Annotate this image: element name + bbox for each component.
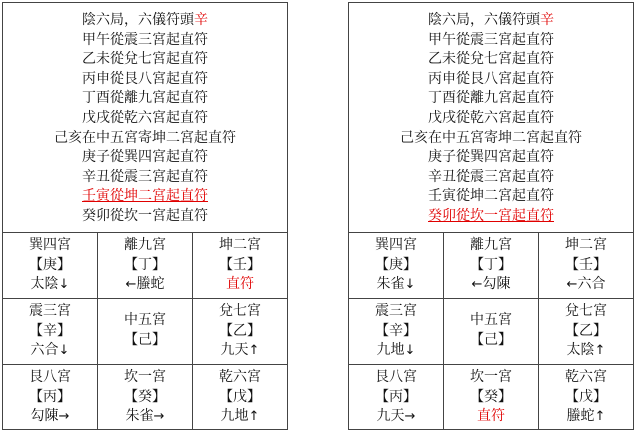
verse-line <box>3 11 287 31</box>
verse-text: 乙未從兌七宮起直符 <box>428 51 554 68</box>
deity-name: 螣蛇 <box>566 408 595 424</box>
direction-arrow-icon: ↓ <box>58 343 70 358</box>
verse-line <box>349 168 633 188</box>
verse-line <box>349 11 633 31</box>
palace-deity-row <box>193 275 287 295</box>
palace-stem: 【丁】 <box>124 256 166 273</box>
palace-stem: 【己】 <box>470 331 512 348</box>
direction-arrow-icon: ↑ <box>248 409 260 424</box>
verse-text: 陰六局，六儀符頭 <box>82 12 194 28</box>
palace-cell <box>3 299 98 365</box>
palace-deity-row <box>444 407 538 427</box>
palace-stem: 【乙】 <box>219 322 261 339</box>
verse-text: 庚子從巽四宮起直符 <box>82 149 208 166</box>
direction-arrow-icon: ↑ <box>248 343 260 358</box>
palace-cell <box>539 299 633 365</box>
palace-stem: 【丙】 <box>29 388 71 405</box>
verse-highlight: 癸卯從坎一宮起直符 <box>428 207 554 224</box>
palace-name: 震三宮 <box>375 303 417 319</box>
deity-name: 太陰 <box>566 342 595 358</box>
palace-cell <box>193 233 287 299</box>
verse-line <box>3 31 287 51</box>
qimen-chart-1 <box>2 2 288 430</box>
deity-name: 朱雀 <box>125 408 154 424</box>
verse-text: 辛丑從震三宮起直符 <box>82 168 208 185</box>
palace-stem: 【丙】 <box>375 388 417 405</box>
verse-line <box>3 187 287 207</box>
palace-deity-row <box>444 275 538 295</box>
palace-stem: 【庚】 <box>29 256 71 273</box>
verse-text: 己亥在中五宮寄坤二宮起直符 <box>400 129 582 146</box>
palace-cell <box>349 365 444 429</box>
palace-deity-row <box>3 407 97 427</box>
palace-cell <box>3 233 98 299</box>
palace-name: 坤二宮 <box>219 237 261 253</box>
palace-stem: 【丁】 <box>470 256 512 273</box>
palace-cell <box>193 299 287 365</box>
palace-name: 巽四宮 <box>29 237 71 253</box>
palace-deity-row <box>539 407 633 427</box>
verse-highlight: 壬寅從坤二宮起直符 <box>82 188 208 205</box>
palace-stem: 【乙】 <box>565 322 607 339</box>
direction-arrow-icon: ↓ <box>58 277 70 292</box>
palace-deity-row <box>349 275 443 295</box>
palace-cell <box>98 233 193 299</box>
palace-stem: 【己】 <box>124 331 166 348</box>
direction-arrow-icon: → <box>404 409 416 424</box>
palace-cell <box>98 299 193 365</box>
palace-name: 乾六宮 <box>565 369 607 385</box>
verse-text: 癸卯從坎一宮起直符 <box>82 207 208 224</box>
verse-text: 丁酉從離九宮起直符 <box>82 90 208 107</box>
palace-cell <box>539 365 633 429</box>
palace-deity-row <box>539 341 633 361</box>
palace-name: 巽四宮 <box>375 237 417 253</box>
deity-name: 九地 <box>220 408 249 424</box>
deity-name: 六合 <box>30 342 59 358</box>
verse-text: 陰六局，六儀符頭 <box>428 12 540 28</box>
palace-deity-row <box>193 341 287 361</box>
direction-arrow-icon: → <box>153 409 165 424</box>
verse-line <box>3 89 287 109</box>
direction-arrow-icon: → <box>58 409 70 424</box>
verse-text: 丙申從艮八宮起直符 <box>82 70 208 87</box>
verse-line <box>349 129 633 149</box>
palace-stem: 【癸】 <box>124 388 166 405</box>
verse-text: 乙未從兌七宮起直符 <box>82 51 208 68</box>
verse-line <box>3 148 287 168</box>
verse-text: 己亥在中五宮寄坤二宮起直符 <box>54 129 236 146</box>
verse-line <box>349 70 633 90</box>
verse-line <box>349 148 633 168</box>
palace-name: 中五宮 <box>124 312 166 328</box>
palace-cell <box>3 365 98 429</box>
deity-name: 六合 <box>577 276 606 292</box>
palace-name: 兌七宮 <box>565 303 607 319</box>
verse-text: 辛丑從震三宮起直符 <box>428 168 554 185</box>
verse-line <box>3 207 287 227</box>
palace-name: 艮八宮 <box>375 369 417 385</box>
palace-grid <box>3 233 287 429</box>
deity-name: 朱雀 <box>376 276 405 292</box>
palace-deity-row <box>349 407 443 427</box>
palace-name: 艮八宮 <box>29 369 71 385</box>
verse-line <box>3 50 287 70</box>
deity-name: 太陰 <box>30 276 59 292</box>
direction-arrow-icon: ↓ <box>404 343 416 358</box>
palace-cell <box>444 299 539 365</box>
verse-highlight: 辛 <box>194 12 208 28</box>
verse-panel <box>349 3 633 233</box>
direction-arrow-icon: ← <box>566 277 578 292</box>
palace-name: 中五宮 <box>470 312 512 328</box>
verse-line <box>3 129 287 149</box>
palace-deity-row <box>193 407 287 427</box>
palace-cell <box>539 233 633 299</box>
palace-deity-row <box>349 341 443 361</box>
palace-name: 震三宮 <box>29 303 71 319</box>
verse-text: 丁酉從離九宮起直符 <box>428 90 554 107</box>
verse-text: 壬寅從坤二宮起直符 <box>428 188 554 205</box>
palace-name: 離九宮 <box>470 237 512 253</box>
palace-cell <box>193 365 287 429</box>
direction-arrow-icon: ← <box>471 277 483 292</box>
direction-arrow-icon: ↓ <box>404 277 416 292</box>
verse-line <box>349 187 633 207</box>
palace-deity-row <box>539 275 633 295</box>
deity-name: 直符 <box>477 408 505 424</box>
verse-line <box>349 109 633 129</box>
palace-name: 坎一宮 <box>124 369 166 385</box>
verse-line <box>3 168 287 188</box>
palace-grid <box>349 233 633 429</box>
verse-text: 庚子從巽四宮起直符 <box>428 149 554 166</box>
verse-text: 戊戌從乾六宮起直符 <box>82 109 208 126</box>
palace-name: 坤二宮 <box>565 237 607 253</box>
palace-deity-row <box>98 407 192 427</box>
verse-line <box>349 50 633 70</box>
palace-stem: 【辛】 <box>375 322 417 339</box>
verse-line <box>349 89 633 109</box>
palace-deity-row <box>3 341 97 361</box>
deity-name: 九地 <box>376 342 405 358</box>
palace-deity-row <box>3 275 97 295</box>
palace-stem: 【癸】 <box>470 388 512 405</box>
verse-line <box>349 31 633 51</box>
qimen-chart-2 <box>348 2 634 430</box>
verse-line <box>349 207 633 227</box>
palace-cell <box>444 365 539 429</box>
palace-name: 離九宮 <box>124 237 166 253</box>
deity-name: 直符 <box>226 276 254 292</box>
palace-cell <box>349 233 444 299</box>
deity-name: 勾陳 <box>30 408 59 424</box>
palace-name: 乾六宮 <box>219 369 261 385</box>
verse-text: 甲午從震三宮起直符 <box>428 31 554 48</box>
verse-text: 甲午從震三宮起直符 <box>82 31 208 48</box>
palace-cell <box>98 365 193 429</box>
palace-name: 坎一宮 <box>470 369 512 385</box>
palace-stem: 【庚】 <box>375 256 417 273</box>
palace-deity-row <box>98 275 192 295</box>
verse-line <box>3 70 287 90</box>
verse-panel <box>3 3 287 233</box>
direction-arrow-icon: ← <box>125 277 137 292</box>
deity-name: 勾陳 <box>482 276 511 292</box>
direction-arrow-icon: ↑ <box>594 409 606 424</box>
palace-stem: 【辛】 <box>29 322 71 339</box>
palace-cell <box>444 233 539 299</box>
verse-line <box>3 109 287 129</box>
verse-text: 戊戌從乾六宮起直符 <box>428 109 554 126</box>
deity-name: 螣蛇 <box>136 276 165 292</box>
palace-stem: 【壬】 <box>565 256 607 273</box>
palace-stem: 【壬】 <box>219 256 261 273</box>
palace-stem: 【戊】 <box>219 388 261 405</box>
palace-name: 兌七宮 <box>219 303 261 319</box>
deity-name: 九天 <box>376 408 405 424</box>
palace-cell <box>349 299 444 365</box>
deity-name: 九天 <box>220 342 249 358</box>
verse-text: 丙申從艮八宮起直符 <box>428 70 554 87</box>
direction-arrow-icon: ↑ <box>594 343 606 358</box>
palace-stem: 【戊】 <box>565 388 607 405</box>
verse-highlight: 辛 <box>540 12 554 28</box>
